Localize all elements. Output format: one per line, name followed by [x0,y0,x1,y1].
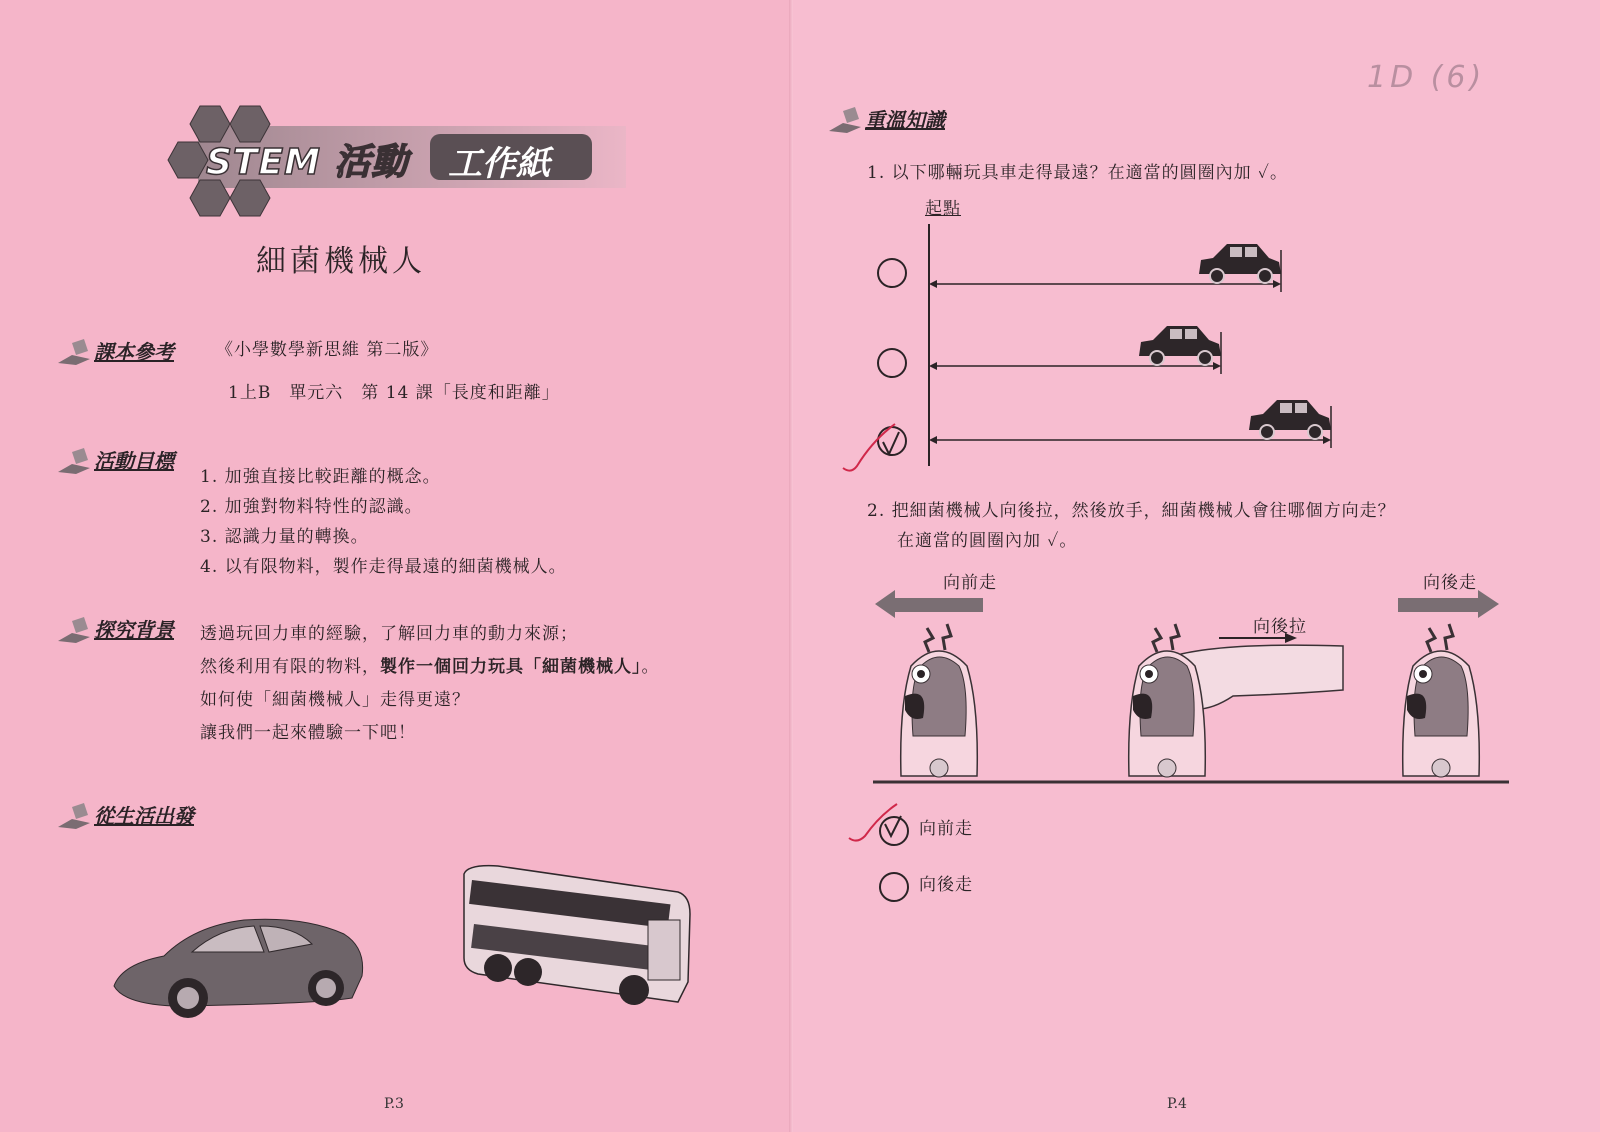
background-line: 透過玩回力車的經驗，了解回力車的動力來源； [200,624,578,644]
background-line: 讓我們一起來體驗一下吧！ [200,723,416,743]
objectives-header: 活動目標 [52,445,174,474]
section-cube-icon [52,615,92,643]
textbook-book: 《小學數學新思維 第二版》 [216,340,439,360]
worksheet-text: 工作紙 [448,144,550,184]
page-number-right: P.4 [1167,1096,1187,1112]
distance-arrows [929,244,1331,448]
background-header: 探究背景 [52,614,174,643]
background-text [200,618,660,750]
question-1-text: 1. 以下哪輛玩具車走得最遠？在適當的圓圈內加 ✓。 [867,163,1288,183]
forward-arrow-icon [875,590,983,618]
start-point-label: 起點 [925,199,961,219]
handwritten-class-note: 1D (6) [1367,60,1486,95]
arrow-head [929,362,937,370]
arrow-head [1213,362,1221,370]
sports-car-image [104,906,369,1021]
arrow-head [929,280,937,288]
objective-item: 3. 認識力量的轉換。 [200,527,369,547]
textbook-header: 課本參考 [52,336,174,365]
q2-backward-circle[interactable] [879,872,909,902]
objective-item: 2. 加強對物料特性的認識。 [200,497,423,517]
q1-answer-circle-1[interactable] [877,258,907,288]
toy-bus-image [458,862,696,1022]
toy-car-icon [1139,326,1221,365]
section-cube-icon [52,446,92,474]
background-bold-text: 製作一個回力玩具「細菌機械人」 [380,657,642,677]
germ-robot-icon [1403,586,1480,777]
q2-red-check-icon [843,798,913,848]
review-header: 重溫知識 [823,104,945,133]
q2-option-forward: 向前走 [919,819,973,839]
q1-answer-circle-2[interactable] [877,348,907,378]
q2-option-backward: 向後走 [919,875,973,895]
background-line: 如何使「細菌機械人」走得更遠？ [200,690,470,710]
textbook-lesson: 1上B 單元六 第 14 課「長度和距離」 [228,383,560,403]
daily-life-header: 從生活出發 [52,800,194,829]
backward-arrow-icon [1398,590,1499,618]
q1-car-race-diagram [863,220,1363,470]
germ-robot-icon [901,586,978,777]
q1-red-check-icon [833,418,903,480]
arrow-head [1273,280,1281,288]
question-2-text-line1: 2. 把細菌機械人向後拉，然後放手，細菌機械人會往哪個方向走？ [867,501,1396,521]
left-page [0,0,793,1132]
section-cube-icon [823,105,863,133]
germ-robot-icon [1129,586,1206,777]
question-2-text-line2: 在適當的圓圈內加 ✓。 [897,531,1078,551]
page-title: 細菌機械人 [256,244,426,279]
arrow-head [929,436,937,444]
backward-direction-label: 向後走 [1423,573,1477,593]
forward-direction-label: 向前走 [943,573,997,593]
section-cube-icon [52,801,92,829]
objective-item: 1. 加強直接比較距離的概念。 [200,467,441,487]
background-line: 然後利用有限的物料，製作一個回力玩具「細菌機械人」。 [200,657,660,677]
arrow-head [1323,436,1331,444]
stem-banner [158,104,628,220]
pull-back-label: 向後拉 [1253,617,1307,637]
section-cube-icon [52,337,92,365]
toy-car-icon [1199,244,1281,283]
right-page [793,0,1600,1132]
stem-activity-text: STEM 活動 [206,142,409,183]
objective-item: 4. 以有限物料，製作走得最遠的細菌機械人。 [200,557,567,577]
page-number-left: P.3 [384,1096,404,1112]
objectives-list [200,462,567,582]
toy-car-icon [1249,400,1331,439]
germ-robot-icons [901,586,1480,777]
q2-robot-diagram [873,586,1573,806]
